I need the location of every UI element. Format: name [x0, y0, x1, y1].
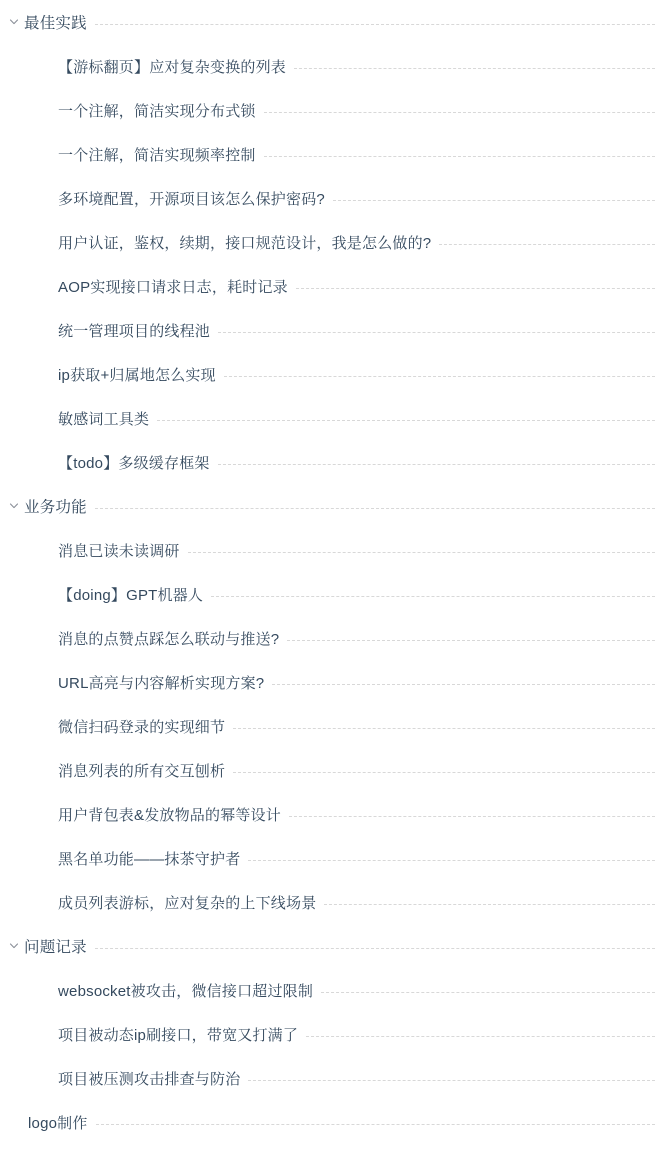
- toc-item[interactable]: [0, 176, 655, 220]
- toc-item[interactable]: [0, 660, 655, 704]
- toc-item-label: URL高亮与内容解析实现方案?: [58, 674, 265, 692]
- toc-item-label: logo制作: [28, 1114, 88, 1132]
- dotted-leader: [439, 244, 655, 245]
- toc-section-header-best-practices[interactable]: [0, 0, 655, 44]
- dotted-leader: [264, 112, 655, 113]
- toc-item[interactable]: [0, 1056, 655, 1100]
- toc-section-title: 问题记录: [24, 939, 87, 956]
- toc-item-label: 敏感词工具类: [58, 410, 150, 428]
- toc-item-label: ip获取+归属地怎么实现: [58, 366, 216, 384]
- toc-item[interactable]: [0, 264, 655, 308]
- dotted-leader: [233, 772, 655, 773]
- dotted-leader: [272, 684, 655, 685]
- dotted-leader: [333, 200, 655, 201]
- dotted-leader: [248, 1080, 655, 1081]
- toc-item[interactable]: [0, 792, 655, 836]
- toc-item[interactable]: [0, 836, 655, 880]
- toc-item-label: 消息已读未读调研: [58, 542, 180, 560]
- toc-section: [0, 924, 655, 1100]
- toc-section: [0, 0, 655, 484]
- toc-item[interactable]: [0, 132, 655, 176]
- toc-section: [0, 484, 655, 924]
- toc-item[interactable]: [0, 44, 655, 88]
- toc-item-label: 一个注解，简洁实现频率控制: [58, 146, 256, 164]
- dotted-leader: [218, 332, 655, 333]
- dotted-leader: [218, 464, 655, 465]
- toc-section-title: 最佳实践: [24, 15, 87, 32]
- toc-item-label: websocket被攻击，微信接口超过限制: [58, 982, 314, 1000]
- dotted-leader: [95, 24, 655, 25]
- toc-item-label: 项目被动态ip刷接口，带宽又打满了: [58, 1026, 299, 1044]
- toc-item-label: 一个注解，简洁实现分布式锁: [58, 102, 256, 120]
- toc-item[interactable]: [0, 880, 655, 924]
- toc-item[interactable]: [0, 308, 655, 352]
- toc-item[interactable]: [0, 88, 655, 132]
- toc-item-label: 用户背包表&发放物品的幂等设计: [58, 806, 282, 824]
- toc-item-label: 【游标翻页】应对复杂变换的列表: [58, 58, 287, 76]
- toc-section-title: 业务功能: [24, 499, 87, 516]
- chevron-down-icon[interactable]: [4, 501, 24, 511]
- toc-item[interactable]: [0, 396, 655, 440]
- toc-item-label: 【doing】GPT机器人: [58, 586, 204, 604]
- dotted-leader: [157, 420, 655, 421]
- toc-item-label: 多环境配置，开源项目该怎么保护密码?: [58, 190, 325, 208]
- toc-item-label: 统一管理项目的线程池: [58, 322, 211, 340]
- dotted-leader: [324, 904, 655, 905]
- chevron-down-icon[interactable]: [4, 941, 24, 951]
- toc-item[interactable]: [0, 572, 655, 616]
- toc-item-label: 用户认证，鉴权，续期，接口规范设计，我是怎么做的?: [58, 234, 432, 252]
- dotted-leader: [188, 552, 655, 553]
- toc-item[interactable]: [0, 528, 655, 572]
- dotted-leader: [95, 948, 655, 949]
- dotted-leader: [287, 640, 655, 641]
- toc-item-label: 黑名单功能——抹茶守护者: [58, 850, 241, 868]
- dotted-leader: [264, 156, 655, 157]
- dotted-leader: [294, 68, 655, 69]
- toc-section-header-business-features[interactable]: [0, 484, 655, 528]
- toc-item[interactable]: [0, 440, 655, 484]
- dotted-leader: [296, 288, 655, 289]
- toc-item-label: 成员列表游标，应对复杂的上下线场景: [58, 894, 317, 912]
- dotted-leader: [211, 596, 655, 597]
- chevron-down-icon[interactable]: [4, 17, 24, 27]
- toc-item[interactable]: [0, 968, 655, 1012]
- toc-item-label: 消息的点赞点踩怎么联动与推送?: [58, 630, 280, 648]
- dotted-leader: [306, 1036, 655, 1037]
- toc-item-label: AOP实现接口请求日志，耗时记录: [58, 278, 288, 296]
- toc-item[interactable]: [0, 748, 655, 792]
- toc-item[interactable]: [0, 704, 655, 748]
- dotted-leader: [95, 508, 655, 509]
- toc-item[interactable]: [0, 616, 655, 660]
- dotted-leader: [248, 860, 655, 861]
- toc-item-label: 消息列表的所有交互刨析: [58, 762, 226, 780]
- dotted-leader: [289, 816, 655, 817]
- toc-section-header-issue-log[interactable]: [0, 924, 655, 968]
- dotted-leader: [233, 728, 655, 729]
- toc-item-label: 【todo】多级缓存框架: [58, 454, 210, 472]
- toc-item[interactable]: [0, 220, 655, 264]
- toc-item-label: 项目被压测攻击排查与防治: [58, 1070, 241, 1088]
- toc-item[interactable]: [0, 1012, 655, 1056]
- dotted-leader: [96, 1124, 655, 1125]
- toc-item-logo[interactable]: [0, 1100, 655, 1144]
- dotted-leader: [321, 992, 655, 993]
- dotted-leader: [224, 376, 655, 377]
- toc-item-label: 微信扫码登录的实现细节: [58, 718, 226, 736]
- toc-item[interactable]: [0, 352, 655, 396]
